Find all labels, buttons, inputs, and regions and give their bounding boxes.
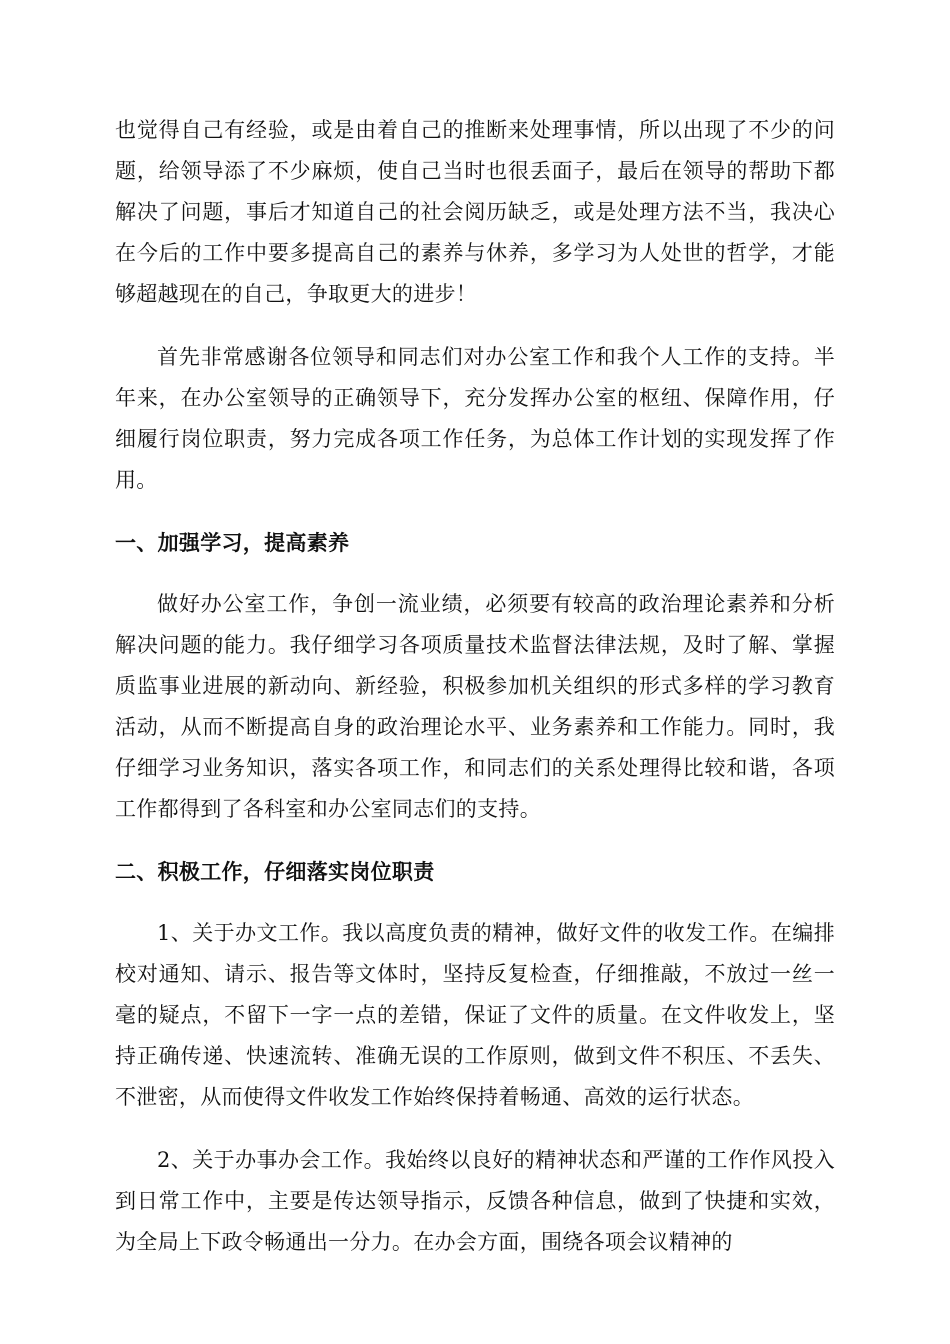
paragraph-continuation: 也觉得自己有经验，或是由着自己的推断来处理事情，所以出现了不少的问题，给领导添了不少麻烦，使自己当时也很丢面子，最后在领导的帮助下都解决了问题，事后才知道自己的社会阅历缺乏，或是处理方法不当，我决心在今后的工作中要多提高自己的素养与休养，多学习为人处世的哲学，才能够超越现在的自己，争取更大的进步！ xyxy=(115,118,835,306)
paragraph-meeting-work: 2、关于办事办会工作。我始终以良好的精神状态和严谨的工作作风投入到日常工作中，主要是传达领导指示，反馈各种信息，做到了快捷和实效，为全局上下政令畅通出一分力。在办会方面，围绕各项会议精神的 xyxy=(115,1148,835,1254)
paragraph-intro: 首先非常感谢各位领导和同志们对办公室工作和我个人工作的支持。半年来，在办公室领导的正确领导下，充分发挥办公室的枢纽、保障作用，仔细履行岗位职责，努力完成各项工作任务，为总体工作计划的实现发挥了作用。 xyxy=(115,345,835,492)
paragraph-document-work: 1、关于办文工作。我以高度负责的精神，做好文件的收发工作。在编排校对通知、请示、报告等文体时，坚持反复检查，仔细推敲，不放过一丝一毫的疑点，不留下一字一点的差错，保证了文件的质量。在文件收发上，坚持正确传递、快速流转、准确无误的工作原则，做到文件不积压、不丢失、不泄密，从而使得文件收发工作始终保持着畅通、高效的运行状态。 xyxy=(115,921,835,1109)
section-heading-1: 一、加强学习，提高素养 xyxy=(115,531,350,555)
section-heading-2: 二、积极工作，仔细落实岗位职责 xyxy=(115,860,435,884)
paragraph-study: 做好办公室工作，争创一流业绩，必须要有较高的政治理论素养和分析解决问题的能力。我仔细学习各项质量技术监督法律法规，及时了解、掌握质监事业进展的新动向、新经验，积极参加机关组织的形式多样的学习教育活动，从而不断提高自身的政治理论水平、业务素养和工作能力。同时，我仔细学习业务知识，落实各项工作，和同志们的关系处理得比较和谐，各项工作都得到了各科室和办公室同志们的支持。 xyxy=(115,592,835,821)
